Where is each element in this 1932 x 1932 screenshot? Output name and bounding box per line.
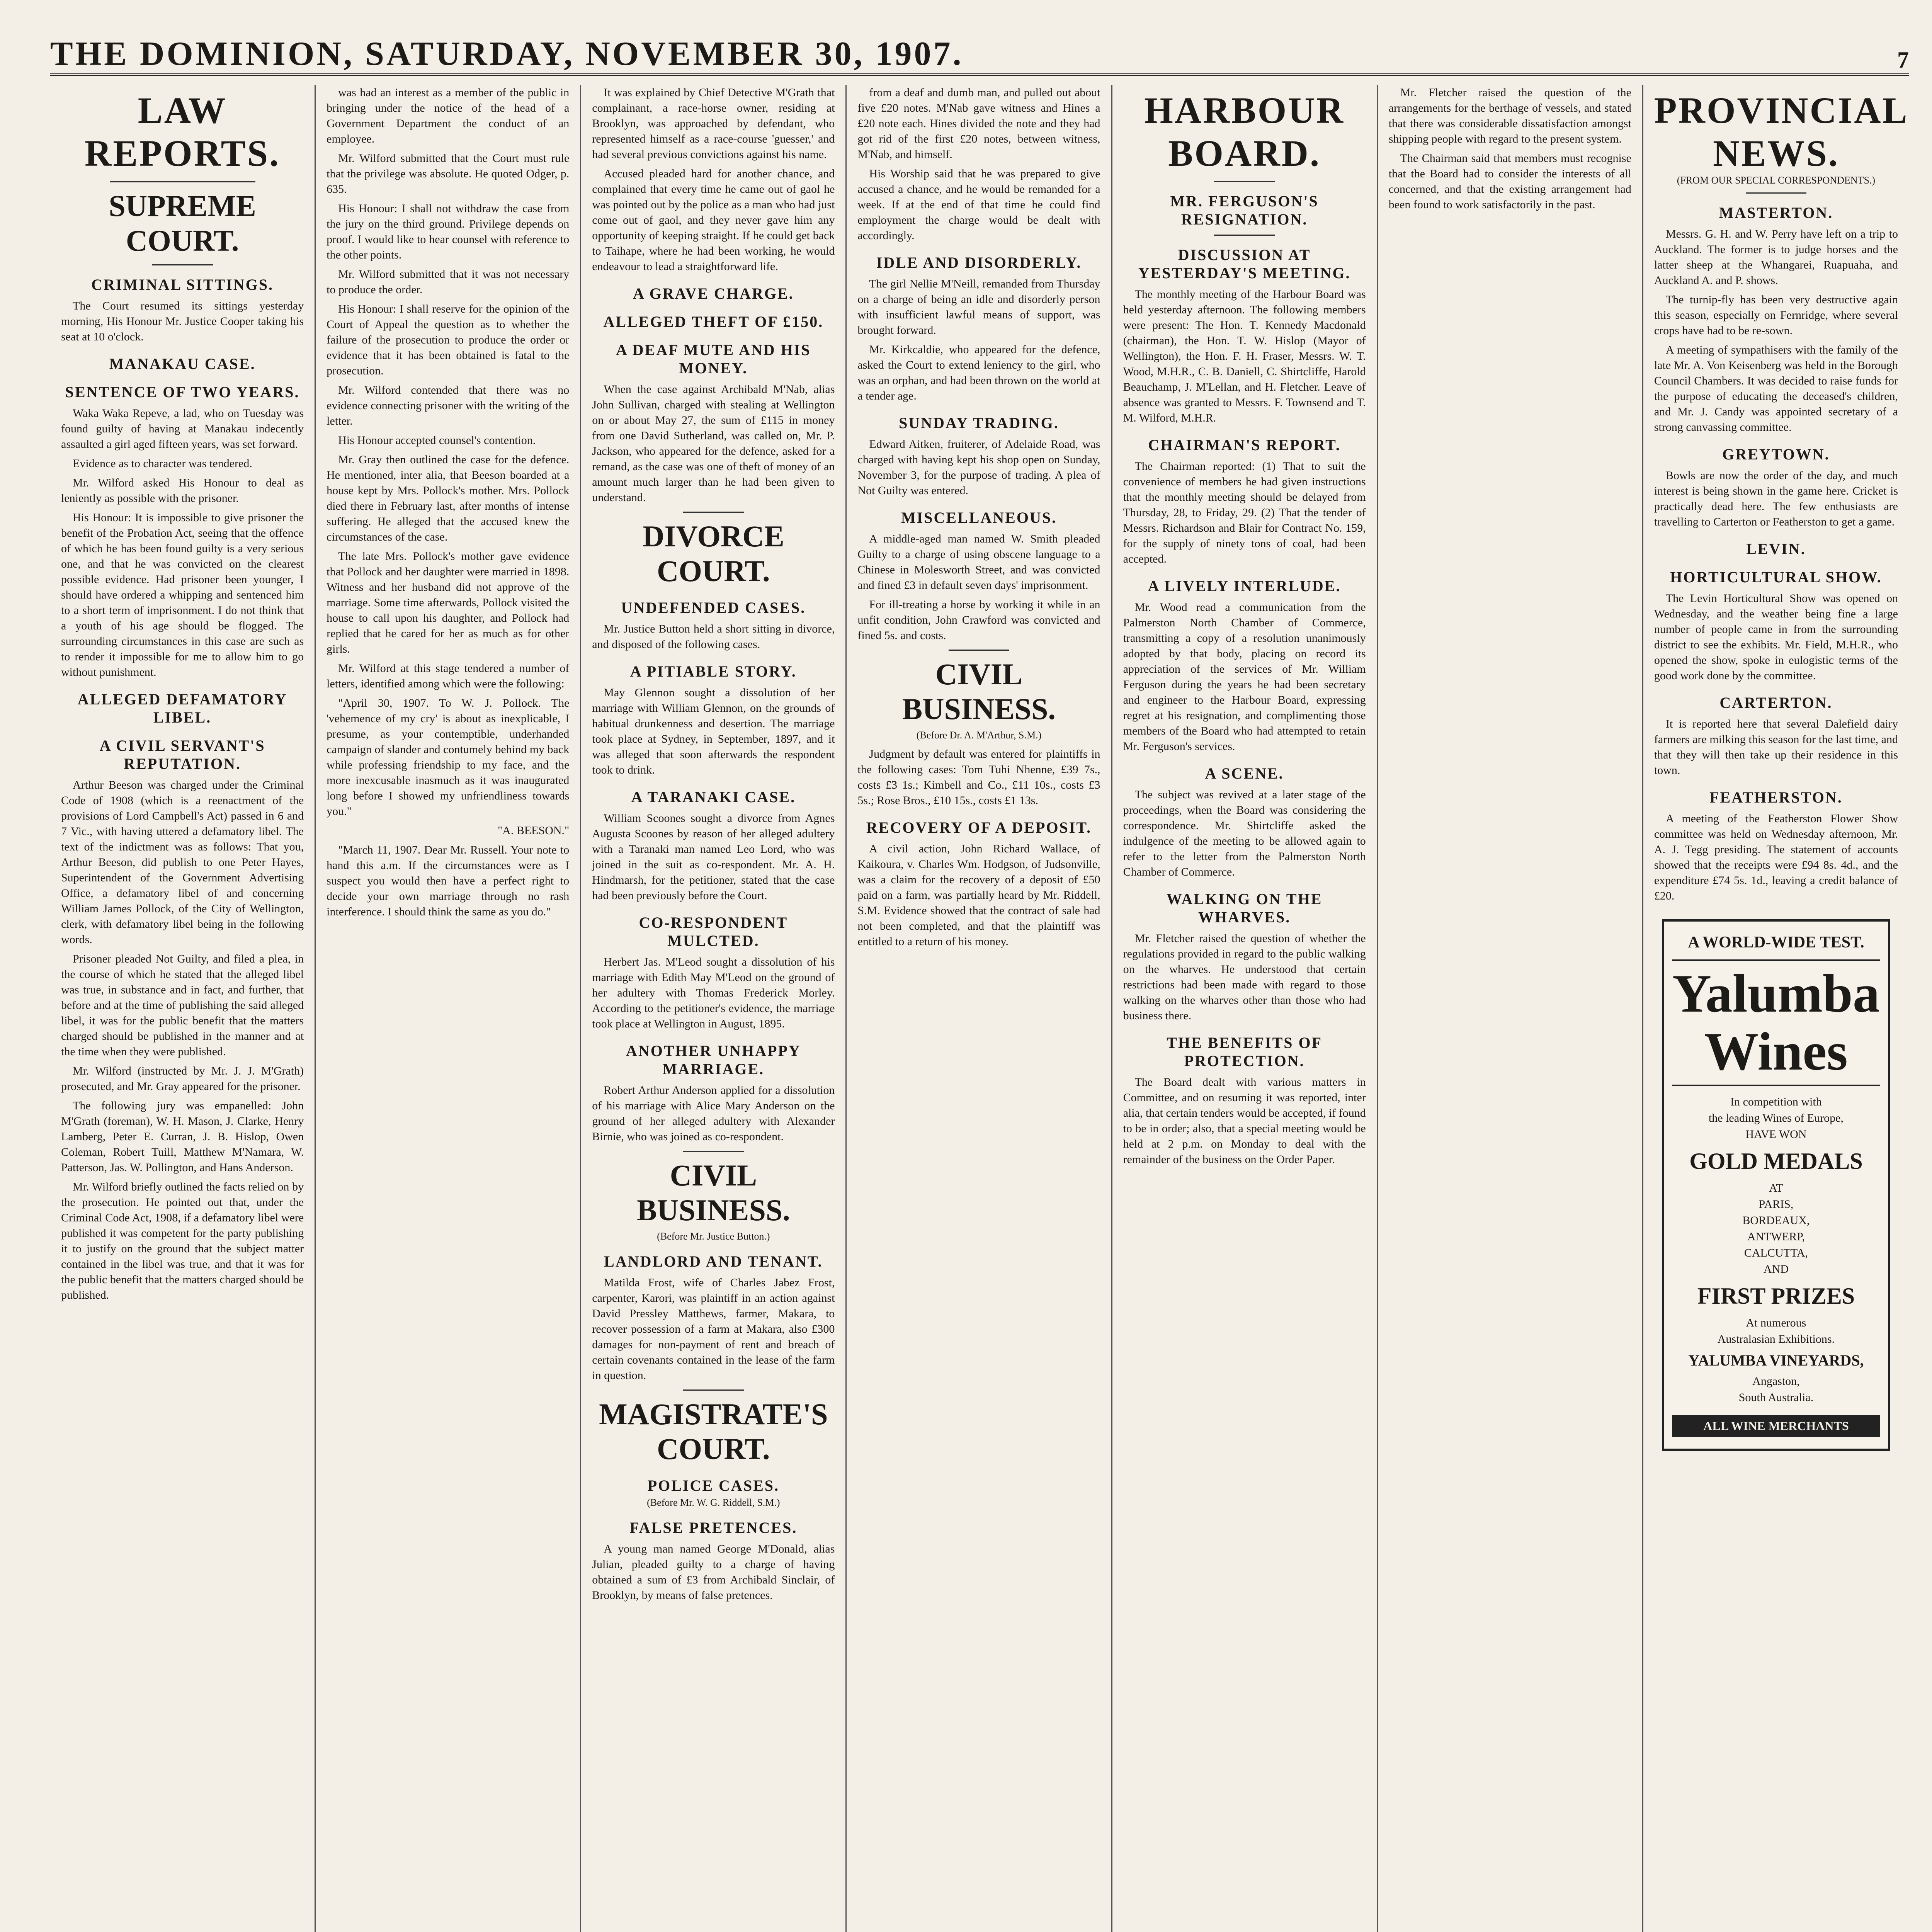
- column-2: [316, 85, 581, 1932]
- town-heading: FEATHERSTON.: [1709, 789, 1843, 806]
- article-paragraph: The late Mrs. Pollock's mother gave evidence that Pollock and her daughter were married in 1898. Witness and her husband did not approve of the marriage. Some time afterwards, Pollock visited the house to call upon his daughter, and Pollock had replied that he cared for her as much as for other girls.: [327, 550, 570, 655]
- article-paragraph: Mr. Wilford asked His Honour to deal as leniently as possible with the prisoner.: [61, 476, 304, 505]
- article-heading: THE BENEFITS OF PROTECTION.: [1167, 1034, 1323, 1070]
- ad-gold-medals: GOLD MEDALS: [1689, 1148, 1863, 1174]
- article-paragraph: Mr. Wilford contended that there was no evidence connecting prisoner with the writing of the letter.: [327, 384, 570, 427]
- ad-text: HAVE WON: [1745, 1128, 1807, 1141]
- article-paragraph: Arthur Beeson was charged under the Criminal Code of 1908 (which is a reenactment of the provisions of Lord Campbell's Act) passed in 6 and 7 Vic., with having uttered a defamatory libel. The text of the indictment was as follows: That you, Arthur Beeson, did publish to one Peter Hayes, Superintendent of the Government Advertising Office, a defamatory libel of and concerning William James Pollock, of the City of Wellington, clerk, with defamatory libel being in the following words.: [61, 779, 304, 946]
- ad-location: Angaston,: [1752, 1375, 1800, 1388]
- article-subheading: A DEAF MUTE AND HIS MONEY.: [616, 341, 811, 377]
- article-paragraph: Judgment by default was entered for plaintiffs in the following cases: Tom Tuhi Nhenne, £39 7s., costs £3 1s.; Kimbell and Co., £11 10s., costs £3 5s.; Rose Bros., £10 15s., costs £1 13s.: [857, 748, 1100, 807]
- masthead: [50, 27, 1909, 76]
- article-heading: WALKING ON THE WHARVES.: [1166, 890, 1323, 926]
- article-paragraph: His Honour accepted counsel's contention.: [338, 434, 536, 447]
- article-paragraph: The Board dealt with various matters in Committee, and on resuming it was reported, inter alia, that certain tenders would be accepted, if found to be in order; also, that a special meeting would be held at 2 p.m. on Monday to deal with the remainder of the business on the Order Paper.: [1123, 1076, 1366, 1166]
- court-heading: CIVIL BUSINESS.: [902, 657, 1056, 726]
- article-subheading: SENTENCE OF TWO YEARS.: [65, 383, 300, 401]
- article-paragraph: The monthly meeting of the Harbour Board was held yesterday afternoon. The following members were present: The Hon. T. Kennedy Macdonald (chairman), the Hon. T. W. Hislop (Mayor of Wellington), the Hon. F. H. Fraser, Messrs. W. T. Wood, M.H.R., C. B. Daniell, C. Shirtcliffe, Harold Beauchamp, J. M'Lellan, and H. Fletcher. Leave of absence was granted to Messrs. F. Townsend and T. M. Wilford, M.H.R.: [1123, 288, 1366, 424]
- correspondents-note: (FROM OUR SPECIAL CORRESPONDENTS.): [1677, 175, 1876, 186]
- ad-brand: Yalumba Wines: [1672, 959, 1880, 1086]
- divider: [1214, 181, 1275, 182]
- court-presiding: (Before Mr. Justice Button.): [657, 1231, 770, 1242]
- article-paragraph: Prisoner pleaded Not Guilty, and filed a plea, in the course of which he stated that the alleged libel was true, in substance and in fact, and further, that before and at the time of publishing the said alleged libel, it was for the public benefit that the matters charged should be published in the manner and at the time when they were published.: [61, 952, 304, 1058]
- article-paragraph: was had an interest as a member of the public in bringing under the notice of the head of a Government Department the conduct of an employee.: [327, 86, 570, 145]
- divider: [110, 181, 255, 182]
- ad-footer: ALL WINE MERCHANTS: [1672, 1415, 1880, 1437]
- article-paragraph: A young man named George M'Donald, alias Julian, pleaded guilty to a charge of having obtained a sum of £3 from Archibald Sinclair, of Brooklyn, by means of false pretences.: [592, 1543, 835, 1602]
- article-paragraph: Mr. Wilford at this stage tendered a number of letters, identified among which were the following:: [327, 662, 570, 690]
- article-heading: IDLE AND DISORDERLY.: [876, 254, 1082, 271]
- town-heading: CARTERTON.: [1719, 694, 1833, 711]
- article-paragraph: The Court resumed its sittings yesterday morning, His Honour Mr. Justice Cooper taking his seat at 10 o'clock.: [61, 299, 304, 343]
- ad-city: PARIS,: [1759, 1198, 1794, 1211]
- ad-text: AND: [1763, 1263, 1789, 1276]
- article-heading: SUNDAY TRADING.: [899, 414, 1059, 432]
- ad-text: AT: [1769, 1182, 1783, 1194]
- article-paragraph: May Glennon sought a dissolution of her marriage with William Glennon, on the grounds of habitual drunkenness and desertion. The marriage took place at Sydney, in September, 1897, and it was alleged that soon afterwards the respondent took to drink.: [592, 686, 835, 776]
- article-heading: ALLEGED DEFAMATORY LIBEL.: [77, 690, 287, 726]
- letter-paragraph: "March 11, 1907. Dear Mr. Russell. Your note to hand this a.m. If the circumstances were as I suspect you would then have a perfect right to decide your own marriage through no rash interference. I should think the same as you do.": [327, 844, 570, 918]
- article-heading: ANOTHER UNHAPPY MARRIAGE.: [626, 1042, 801, 1078]
- court-heading: SUPREME COURT.: [109, 189, 256, 257]
- yalumba-wines-advertisement: [1662, 919, 1890, 1451]
- article-subheading: A CIVIL SERVANT'S REPUTATION.: [99, 737, 265, 772]
- court-heading: DIVORCE COURT.: [642, 519, 784, 588]
- article-paragraph: The Chairman reported: (1) That to suit the convenience of members he had given instructions that the monthly meeting should be delayed from Thursday, 28, to Friday, 29. (2) That the tender of Messrs. Richardson and Blair for Contract No. 159, for the supply of ninety tons of coal, had been accepted.: [1123, 460, 1366, 565]
- article-paragraph: Edward Aitken, fruiterer, of Adelaide Road, was charged with having kept his shop open on Sunday, November 3, for the purpose of trading. A plea of Not Guilty was entered.: [857, 438, 1100, 497]
- article-paragraph: Mr. Gray then outlined the case for the defence. He mentioned, inter alia, that Beeson boarded at a house kept by Mrs. Pollock's mother. Mrs. Pollock died there in February last, after months of intense suffering. He alleged that the accused knew the circumstances of the case.: [327, 453, 570, 543]
- article-paragraph: Mr. Fletcher raised the question of the arrangements for the berthage of vessels, and stated that there was considerable dissatisfaction amongst shipping people with regard to the present system.: [1388, 86, 1631, 145]
- divider: [949, 650, 1009, 651]
- article-paragraph: Mr. Fletcher raised the question of whether the regulations provided in regard to the public walking on the wharves. He understood that certain restrictions had been made with regard to those walking on the wharves other than those who had business there.: [1123, 932, 1366, 1022]
- article-paragraph: Mr. Wilford (instructed by Mr. J. J. M'Grath) prosecuted, and Mr. Gray appeared for the prisoner.: [61, 1065, 304, 1093]
- letter-signature: "A. BEESON.": [497, 824, 570, 837]
- column-3: [581, 85, 847, 1932]
- article-heading: UNDEFENDED CASES.: [621, 599, 806, 616]
- newspaper-title: THE DOMINION, SATURDAY, NOVEMBER 30, 1907.: [50, 35, 964, 73]
- article-paragraph: Mr. Wilford submitted that it was not necessary to produce the order.: [327, 268, 570, 296]
- ad-city: CALCUTTA,: [1744, 1247, 1808, 1259]
- column-5: [1112, 85, 1378, 1932]
- article-heading: CRIMINAL SITTINGS.: [91, 276, 274, 293]
- article-paragraph: Matilda Frost, wife of Charles Jabez Frost, carpenter, Karori, was plaintiff in an action against David Pressley Matthews, farmer, Makara, to recover possession of a farm at Makara, also £300 damages for non-payment of rent and breach of certain covenants contained in the lease of the farm in question.: [592, 1276, 835, 1382]
- article-paragraph: Waka Waka Repeve, a lad, who on Tuesday was found guilty of having at Manakau indecently assaulted a girl aged fifteen years, was set forward.: [61, 407, 304, 451]
- divider: [683, 512, 744, 513]
- article-paragraph: It was explained by Chief Detective M'Grath that complainant, a race-horse owner, residing at Brooklyn, was approached by defendant, who represented himself as a race-course 'guesser,' and had several previous convictions against his name.: [592, 86, 835, 161]
- article-paragraph: Mr. Kirkcaldie, who appeared for the defence, asked the Court to extend leniency to the girl, who was an orphan, and had been thrown on the world at a tender age.: [857, 343, 1100, 402]
- column-1: [50, 85, 316, 1932]
- article-paragraph: The Levin Horticultural Show was opened on Wednesday, and the weather being fine a large number of people came in from the surrounding district to see the exhibits. Mr. Field, M.H.R., who opened the show, spoke in eulogistic terms of the good work done by the committee.: [1654, 592, 1898, 682]
- ad-first-prizes: FIRST PRIZES: [1697, 1283, 1855, 1309]
- column-7: [1643, 85, 1909, 1932]
- page-number: 7: [1897, 47, 1909, 73]
- column-4: [847, 85, 1112, 1932]
- article-heading: A PITIABLE STORY.: [630, 663, 797, 680]
- article-paragraph: The girl Nellie M'Neill, remanded from Thursday on a charge of being an idle and disorderly person with insufficient lawful means of support, was brought forward.: [857, 277, 1100, 337]
- article-paragraph: from a deaf and dumb man, and pulled out about five £20 notes. M'Nab gave witness and Hines a £20 note each. Hines divided the note and they had got rid of the first £20 notes, between witness, M'Nab, and himself.: [857, 86, 1100, 161]
- article-heading: RECOVERY OF A DEPOSIT.: [866, 819, 1092, 836]
- article-paragraph: His Worship said that he was prepared to give accused a chance, and he would be remanded for a week. If at the end of that time he could find employment the charge would be dealt with accordingly.: [857, 167, 1100, 242]
- article-heading: MR. FERGUSON'S RESIGNATION.: [1170, 192, 1319, 228]
- ad-vineyard: YALUMBA VINEYARDS,: [1688, 1352, 1864, 1369]
- section-heading-provincial-news: PROVINCIAL NEWS.: [1654, 90, 1909, 174]
- article-paragraph: Herbert Jas. M'Leod sought a dissolution of his marriage with Edith May M'Leod on the ground of her adultery with Thomas Frederick Morley. According to the petitioner's evidence, the marriage took place at Wellington in August, 1895.: [592, 956, 835, 1030]
- article-paragraph: William Scoones sought a divorce from Agnes Augusta Scoones by reason of her alleged adultery with a Taranaki man named Leo Lord, who was joined in the suit as co-respondent. Mr. A. H. Hindmarsh, for the petitioner, stated that the case had been previously before the Court.: [592, 812, 835, 902]
- court-presiding: (Before Dr. A. M'Arthur, S.M.): [916, 730, 1042, 741]
- divider: [1214, 235, 1275, 236]
- letter-paragraph: "April 30, 1907. To W. J. Pollock. The 'vehemence of my cry' is about as inexplicable, I presume, as your contemptible, underhanded campaign of slander and contumely behind my back while professing friendship to my face, and the more inexcusable inasmuch as it was inaugurated long before I showed my unfriendliness towards you.": [327, 697, 570, 818]
- article-heading: MISCELLANEOUS.: [901, 509, 1057, 526]
- ad-tagline: A WORLD-WIDE TEST.: [1688, 934, 1864, 951]
- court-heading: MAGISTRATE'S COURT.: [599, 1397, 828, 1466]
- article-paragraph: Robert Arthur Anderson applied for a dissolution of his marriage with Alice Mary Anderson on the ground of her alleged adultery with Alexander Birnie, who was joined as co-respondent.: [592, 1084, 835, 1143]
- section-heading-law-reports: LAW REPORTS.: [85, 90, 281, 174]
- article-paragraph: Evidence as to character was tendered.: [73, 457, 252, 470]
- article-paragraph: Mr. Wilford submitted that the Court must rule that the privilege was absolute. He quoted Odger, p. 635.: [327, 152, 570, 196]
- ad-location: South Australia.: [1738, 1391, 1814, 1404]
- town-heading: MASTERTON.: [1719, 204, 1833, 221]
- ad-city: ANTWERP,: [1747, 1230, 1805, 1243]
- article-paragraph: A civil action, John Richard Wallace, of Kaikoura, v. Charles Wm. Hodgson, of Judsonville, was a claim for the recovery of a deposit of £50 paid on a farm, was partially heard by Mr. Riddell, S.M. Evidence showed that the contract of sale had not been completed, and that the plaintiff was entitled to a return of his money.: [857, 842, 1100, 948]
- article-paragraph: When the case against Archibald M'Nab, alias John Sullivan, charged with stealing at Wellington on or about May 27, the sum of £115 in money from one David Sutherland, was called on, Mr. P. Jackson, who appeared for the defence, asked for a remand, as the case was one of theft of money of an amount much larger than he had been given to understand.: [592, 383, 835, 504]
- article-paragraph: A meeting of sympathisers with the family of the late Mr. A. Von Keisenberg was held in the Borough Council Chambers. It was decided to raise funds for the purpose of educating the deceased's children, and Mr. J. Candy was appointed secretary of a strong canvassing committee.: [1654, 344, 1898, 434]
- article-paragraph: The turnip-fly has been very destructive again this season, especially on Fernridge, where several crops have had to be re-sown.: [1654, 293, 1898, 337]
- divider: [683, 1151, 744, 1152]
- article-heading: MANAKAU CASE.: [109, 355, 256, 372]
- ad-text: Australasian Exhibitions.: [1717, 1333, 1835, 1345]
- town-heading: GREYTOWN.: [1722, 446, 1830, 463]
- article-heading: A TARANAKI CASE.: [631, 788, 796, 806]
- article-subheading: FALSE PRETENCES.: [629, 1519, 798, 1536]
- article-subheading: ALLEGED THEFT OF £150.: [603, 313, 824, 330]
- town-heading: LEVIN.: [1746, 540, 1806, 558]
- article-paragraph: Mr. Wood read a communication from the Palmerston North Chamber of Commerce, transmitting a copy of a resolution unanimously adopted by that body, placing on record its appreciation of the services of Mr. William Ferguson during the years he had been secretary and engineer to the Harbour Board, expressing regret at his resignation, and complimenting those members of the Board who had attempted to retain Mr. Ferguson's services.: [1123, 601, 1366, 753]
- ad-text: In competition with: [1730, 1095, 1822, 1108]
- article-heading: A SCENE.: [1205, 765, 1284, 782]
- article-paragraph: The subject was revived at a later stage of the proceedings, when the Board was considering the correspondence. Mr. Shirtcliffe asked the indulgence of the meeting to be allowed again to refer to the letter from the Palmerston North Chamber of Commerce.: [1123, 788, 1366, 878]
- article-paragraph: A meeting of the Featherston Flower Show committee was held on Wednesday afternoon, Mr. A. J. Tegg presiding. The statement of accounts showed that the receipts were £94 8s. 4d., and the expenditure £74 5s. 1d., leaving a credit balance of £20.: [1654, 812, 1898, 902]
- ad-city: BORDEAUX,: [1742, 1214, 1810, 1227]
- article-subheading: DISCUSSION AT YESTERDAY'S MEETING.: [1138, 246, 1351, 282]
- article-paragraph: His Honour: It is impossible to give prisoner the benefit of the Probation Act, seeing that the offence of which he has been found guilty is a very serious one, and that he was convicted on the clearest possible evidence. Had prisoner been younger, I should have ordered a whipping and sentenced him to a short term of imprisonment. I do not think that a youth of his age should be flogged. The surrounding circumstances in this case are such as to render it impossible for me to allow him to go without punishment.: [61, 511, 304, 679]
- article-paragraph: Messrs. G. H. and W. Perry have left on a trip to Auckland. The former is to judge horses and the latter sheep at the Whangarei, Ruapuaha, and Auckland A. and P. shows.: [1654, 228, 1898, 287]
- court-presiding: (Before Mr. W. G. Riddell, S.M.): [647, 1497, 780, 1508]
- article-heading: CHAIRMAN'S REPORT.: [1148, 436, 1341, 454]
- ad-text: the leading Wines of Europe,: [1708, 1112, 1844, 1124]
- article-paragraph: It is reported here that several Dalefield dairy farmers are milking this season for the last time, and that they will then take up their residence in this town.: [1654, 718, 1898, 777]
- column-6: [1378, 85, 1643, 1932]
- divider: [152, 264, 213, 265]
- article-paragraph: Accused pleaded hard for another chance, and complained that every time he came out of gaol he was pointed out by the police as a man who had just come out of gaol, and they never gave him any opportunity of keeping straight. If he could get back to Taihape, where he had been working, he would endeavour to lead a straightforward life.: [592, 167, 835, 273]
- article-paragraph: For ill-treating a horse by working it while in an unfit condition, John Crawford was convicted and fined 5s. and costs.: [857, 598, 1100, 642]
- ad-text: At numerous: [1746, 1316, 1806, 1329]
- article-heading: POLICE CASES.: [647, 1477, 779, 1494]
- article-paragraph: Mr. Wilford briefly outlined the facts relied on by the prosecution. He pointed out that, under the Criminal Code Act, 1908, if a defamatory libel were published it was competent for the party publishing it to justify on the ground that the subject matter contained in the libel was true, and that it was for the public benefit that the matters charged should be published.: [61, 1180, 304, 1301]
- article-heading: A LIVELY INTERLUDE.: [1148, 577, 1341, 595]
- article-heading: A GRAVE CHARGE.: [633, 285, 794, 302]
- article-paragraph: His Honour: I shall not withdraw the case from the jury on the third ground. Privilege depends on proof. I would like to hear counsel with reference to the other points.: [327, 202, 570, 261]
- divider: [1746, 192, 1807, 194]
- article-heading: CO-RESPONDENT MULCTED.: [639, 914, 788, 949]
- court-heading: CIVIL BUSINESS.: [637, 1158, 790, 1227]
- section-heading-harbour-board: HARBOUR BOARD.: [1144, 90, 1345, 174]
- article-paragraph: A middle-aged man named W. Smith pleaded Guilty to a charge of using obscene language to a Chinese in Molesworth Street, and was convicted and fined £3 in default seven days' imprisonment.: [857, 532, 1100, 592]
- divider: [683, 1389, 744, 1391]
- article-paragraph: Mr. Justice Button held a short sitting in divorce, and disposed of the following cases.: [592, 622, 835, 651]
- article-paragraph: The following jury was empanelled: John M'Grath (foreman), W. H. Mason, J. Clarke, Henry Lamberg, Peter E. Curran, J. B. Hislop, Owen Coleman, Robert Tuill, Matthew M'Namara, W. Patterson, Jas. W. Pollington, and Hans Anderson.: [61, 1099, 304, 1174]
- page-columns: [50, 85, 1909, 1932]
- article-subheading: HORTICULTURAL SHOW.: [1670, 568, 1882, 586]
- article-heading: LANDLORD AND TENANT.: [604, 1253, 823, 1270]
- article-paragraph: His Honour: I shall reserve for the opinion of the Court of Appeal the question as to whether the failure of the prosecution to produce the order or evidence that it has been obtained is fatal to the prosecution.: [327, 303, 570, 377]
- article-paragraph: The Chairman said that members must recognise that the Board had to consider the interests of all concerned, and that the existing arrangement had been found to work satisfactorily in the past.: [1388, 152, 1631, 211]
- article-paragraph: Bowls are now the order of the day, and much interest is being shown in the game here. Cricket is practically dead here. The few enthusiasts are travelling to Carterton or Featherston to get a game.: [1654, 469, 1898, 528]
